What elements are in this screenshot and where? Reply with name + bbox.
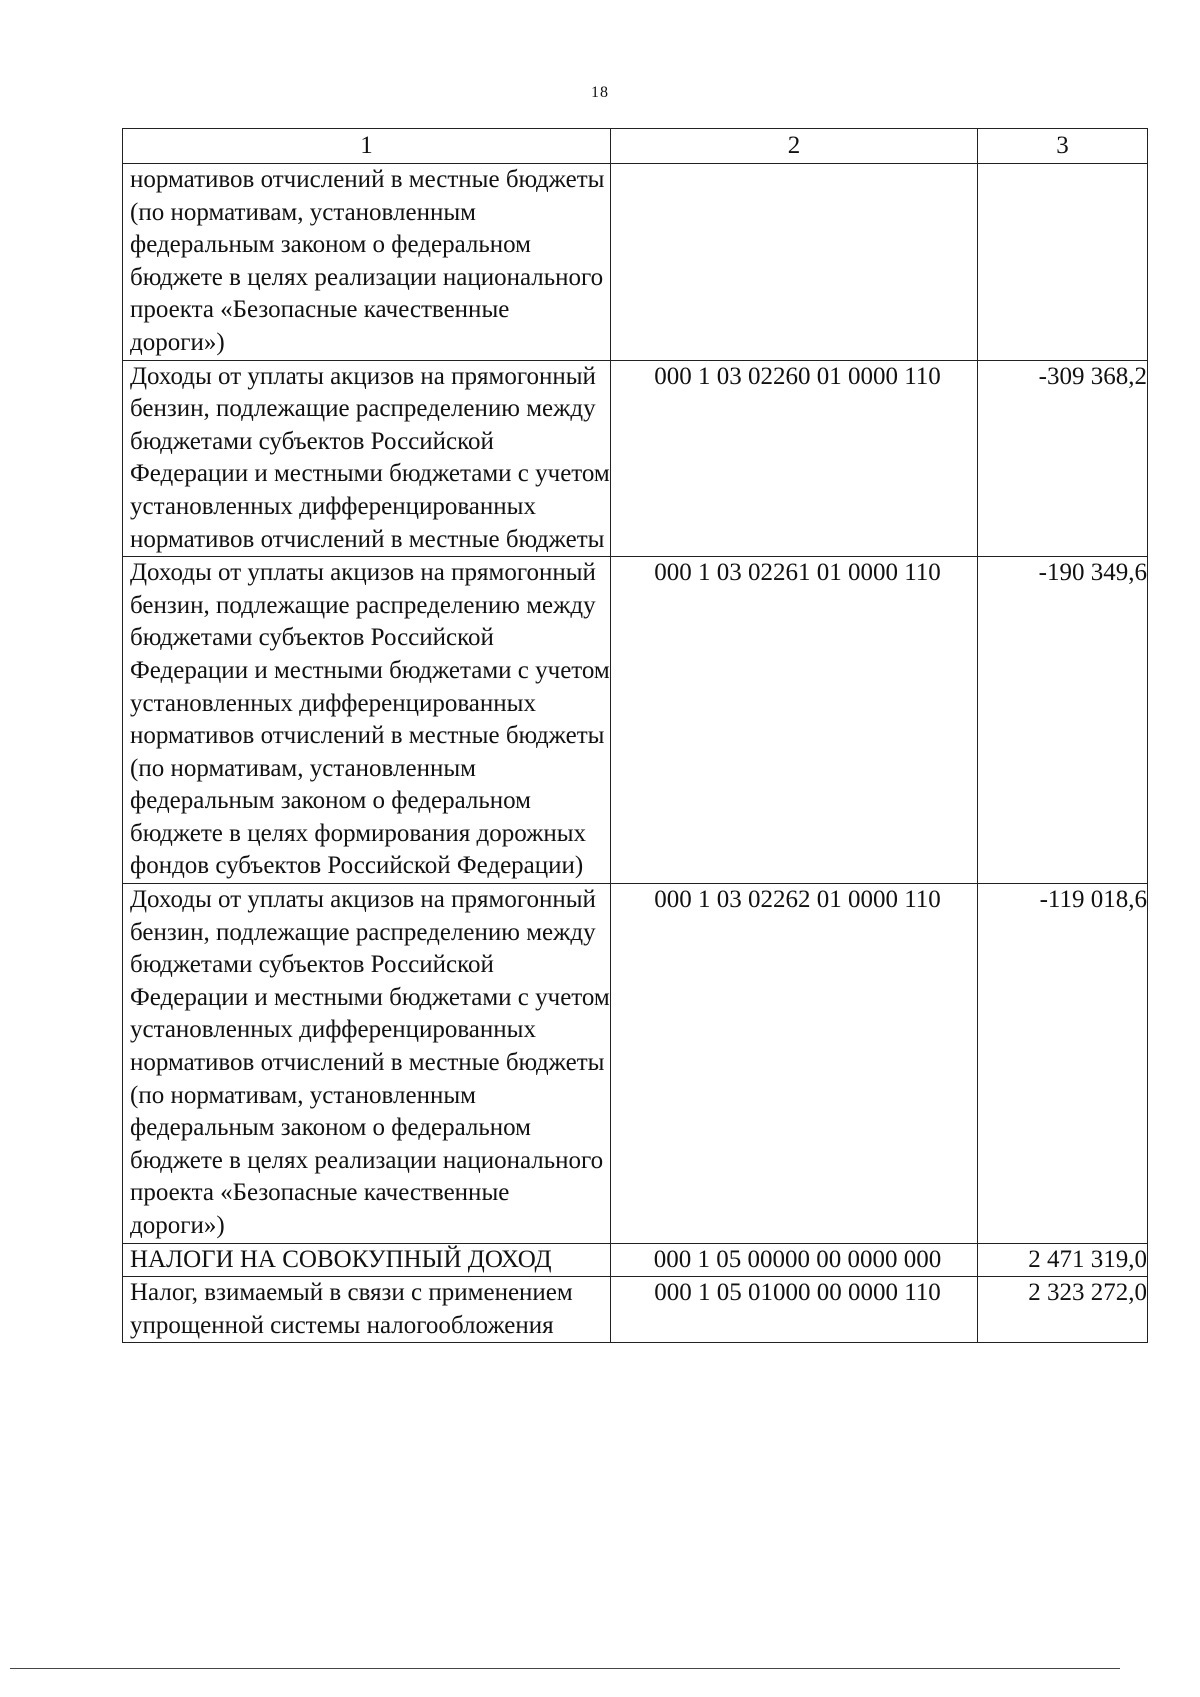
row-name: Налог, взимаемый в связи с применением упрощенной системы налогообложения	[123, 1277, 611, 1343]
row-amount: -119 018,6	[978, 884, 1148, 1244]
row-name: нормативов отчислений в местные бюджеты (по нормативам, установленным федеральным законом о федеральном бюджете в целях реализации национального проекта «Безопасные качественные дороги»)	[123, 164, 611, 361]
row-amount: -309 368,2	[978, 360, 1148, 557]
row-code: 000 1 05 00000 00 0000 000	[611, 1243, 978, 1277]
column-header-3: 3	[978, 129, 1148, 164]
row-name: Доходы от уплаты акцизов на прямогонный бензин, подлежащие распределению между бюджетами субъектов Российской Федерации и местными бюджетами с учетом установленных дифференцированных нормативов отчислений в местные бюджеты (по нормативам, установленным федеральным законом о федеральном бюджете в целях реализации национального проекта «Безопасные качественные дороги»)	[123, 884, 611, 1244]
table-row	[123, 557, 1148, 884]
row-code: 000 1 03 02261 01 0000 110	[611, 557, 978, 884]
row-amount	[978, 164, 1148, 361]
table-row	[123, 1277, 1148, 1343]
row-name: НАЛОГИ НА СОВОКУПНЫЙ ДОХОД	[123, 1243, 611, 1277]
row-code: 000 1 03 02262 01 0000 110	[611, 884, 978, 1244]
row-code	[611, 164, 978, 361]
row-amount: 2 323 272,0	[978, 1277, 1148, 1343]
row-code: 000 1 03 02260 01 0000 110	[611, 360, 978, 557]
scan-edge-line	[10, 1668, 1120, 1669]
table-row	[123, 884, 1148, 1244]
table-row	[123, 360, 1148, 557]
column-header-2: 2	[611, 129, 978, 164]
table-row	[123, 164, 1148, 361]
row-name: Доходы от уплаты акцизов на прямогонный бензин, подлежащие распределению между бюджетами субъектов Российской Федерации и местными бюджетами с учетом установленных дифференцированных нормативов отчислений в местные бюджеты	[123, 360, 611, 557]
table-row	[123, 1243, 1148, 1277]
revenue-table	[122, 128, 1148, 1343]
table-header-row	[123, 129, 1148, 164]
row-name: Доходы от уплаты акцизов на прямогонный бензин, подлежащие распределению между бюджетами субъектов Российской Федерации и местными бюджетами с учетом установленных дифференцированных нормативов отчислений в местные бюджеты (по нормативам, установленным федеральным законом о федеральном бюджете в целях формирования дорожных фондов субъектов Российской Федерации)	[123, 557, 611, 884]
row-code: 000 1 05 01000 00 0000 110	[611, 1277, 978, 1343]
row-amount: 2 471 319,0	[978, 1243, 1148, 1277]
column-header-1: 1	[123, 129, 611, 164]
page-number: 18	[591, 84, 609, 101]
row-amount: -190 349,6	[978, 557, 1148, 884]
